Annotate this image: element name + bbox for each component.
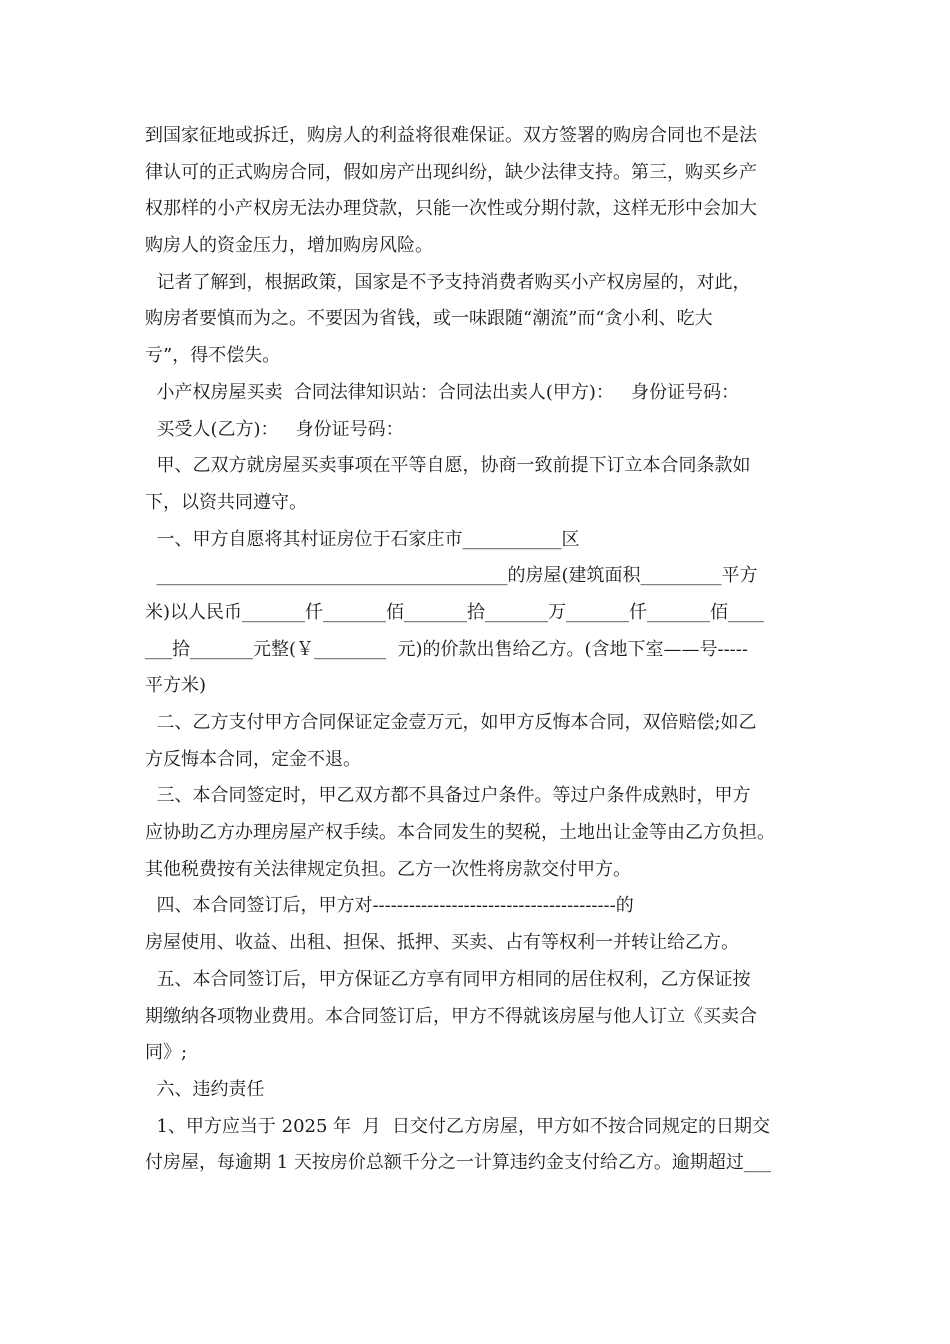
text-line: 其他税费按有关法律规定负担。乙方一次性将房款交付甲方。 [145,858,631,880]
text-line: 小产权房屋买卖 合同法律知识站：合同法出卖人(甲方)： 身份证号码： [145,381,740,403]
text-line: 五、本合同签订后，甲方保证乙方享有同甲方相同的居住权利，乙方保证按 [145,968,751,990]
text-line: 同》; [145,1042,188,1064]
text-line: 购房人的资金压力，增加购房风险。 [145,235,433,257]
text-line: 甲、乙双方就房屋买卖事项在平等自愿，协商一致前提下订立本合同条款如 [145,455,751,477]
text-line: 平方米) [145,675,207,697]
text-line: 三、本合同签定时，甲乙双方都不具备过户条件。等过户条件成熟时，甲方 [145,785,751,807]
text-line: 下，以资共同遵守。 [145,491,307,513]
text-line: 二、乙方支付甲方合同保证定金壹万元，如甲方反悔本合同，双倍赔偿;如乙 [145,712,757,733]
text-line: 律认可的正式购房合同，假如房产出现纠纷，缺少法律支持。第三，购买乡产 [145,161,757,183]
text-line: 一、甲方自愿将其村证房位于石家庄市___________区 [145,528,580,550]
text-line: 1、甲方应当于 2025 年 月 日交付乙方房屋，甲方如不按合同规定的日期交 [145,1115,771,1137]
text-line: 付房屋，每逾期 1 天按房价总额千分之一计算违约金支付给乙方。逾期超过___ [145,1152,771,1174]
text-line: 应协助乙方办理房屋产权手续。本合同发生的契税，土地出让金等由乙方负担。 [145,822,775,844]
text-line: 到国家征地或拆迁，购房人的利益将很难保证。双方签署的购房合同也不是法 [145,125,757,146]
document-body [145,118,807,1182]
text-line: 亏”，得不偿失。 [145,345,281,367]
text-line: 买受人(乙方)： 身份证号码： [145,418,404,440]
text-line: 权那样的小产权房无法办理贷款，只能一次性或分期付款，这样无形中会加大 [145,198,757,220]
text-line: 记者了解到，根据政策，国家是不予支持消费者购买小产权房屋的，对此， [145,271,751,293]
text-line: 期缴纳各项物业费用。本合同签订后，甲方不得就该房屋与他人订立《买卖合 [145,1005,757,1027]
text-line: 四、本合同签订后，甲方对----------------------------------------的 [145,895,634,917]
text-line: 米)以人民币_______仟_______佰_______拾_______万_______仟_______佰____ [145,601,765,623]
text-line: 方反悔本合同，定金不退。 [145,748,361,770]
text-line: _______________________________________的房屋(建筑面积_________平方 [145,565,758,587]
text-line: 房屋使用、收益、出租、担保、抵押、买卖、占有等权利一并转让给乙方。 [145,932,739,954]
text-line: 六、违约责任 [145,1078,265,1100]
text-line: ___拾_______元整(￥________ 元)的价款出售给乙方。(含地下室——号----- [145,638,748,660]
text-line: 购房者要慎而为之。不要因为省钱，或一味跟随“潮流”而“贪小利、吃大 [145,308,713,330]
